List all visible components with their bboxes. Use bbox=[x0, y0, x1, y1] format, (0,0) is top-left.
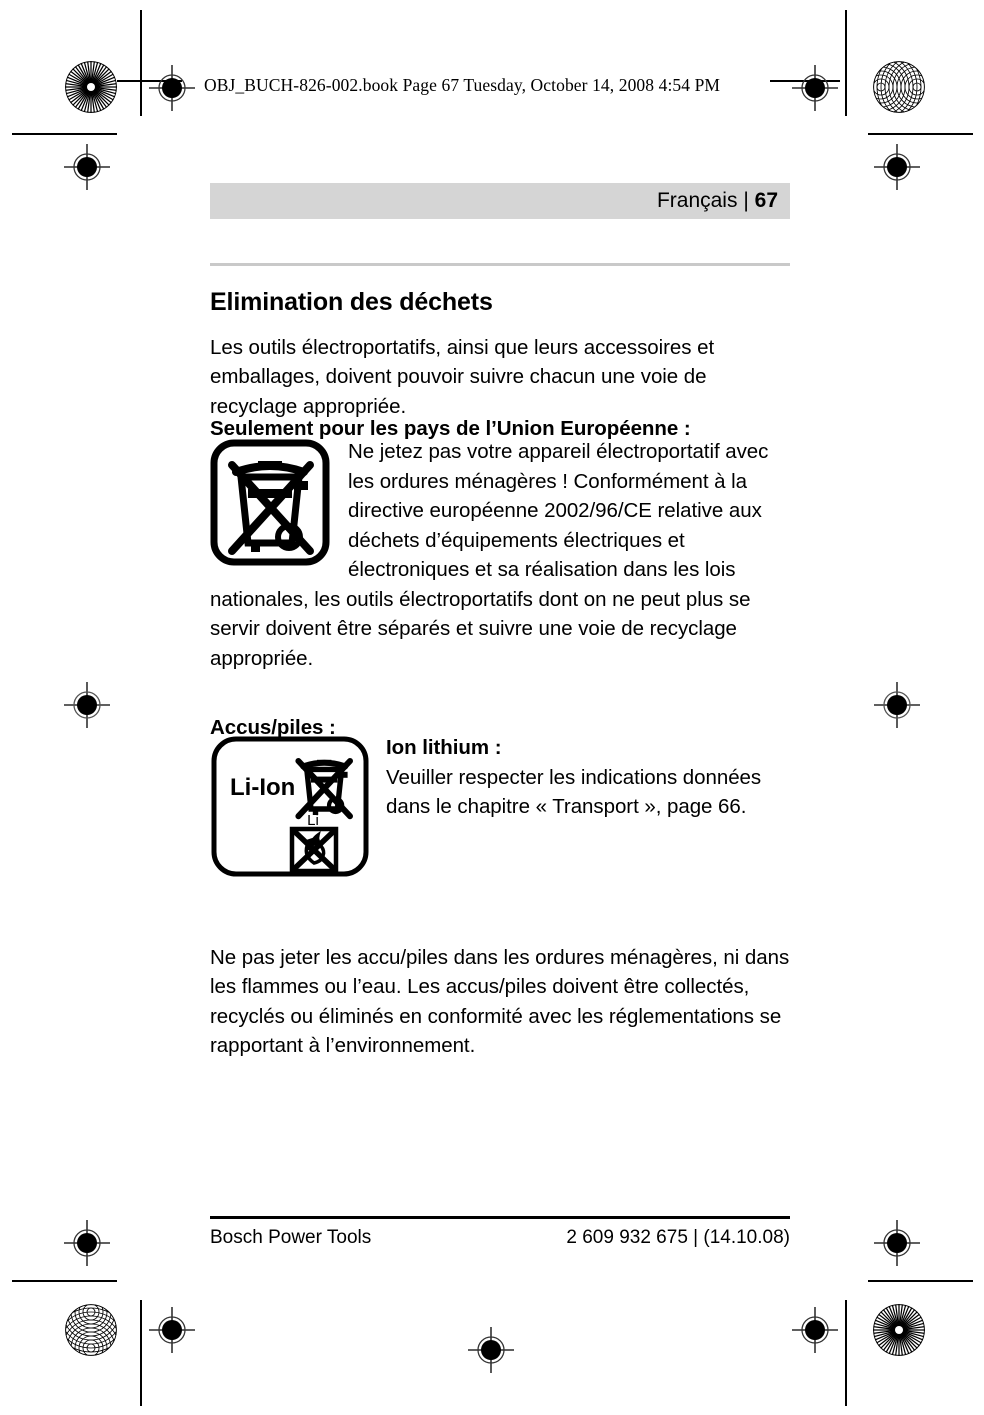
registration-mark-lower-right-inner bbox=[874, 1220, 920, 1266]
page-footer bbox=[210, 1227, 790, 1249]
eu-subheading: Seulement pour les pays de l’Union Européenne : bbox=[210, 416, 691, 440]
batteries-subheading: Accus/piles : bbox=[210, 715, 336, 739]
crop-line-bottom-left bbox=[140, 1300, 142, 1406]
language-label: Français bbox=[656, 189, 738, 212]
crop-line-bottom-right bbox=[845, 1300, 847, 1406]
star-target-bottom-right bbox=[873, 1304, 925, 1356]
header-band-label bbox=[657, 189, 778, 213]
registration-mark-bottom-left bbox=[149, 1307, 195, 1353]
crop-line-left-top bbox=[12, 133, 117, 135]
liion-figure-block bbox=[210, 733, 790, 887]
page-number: 67 bbox=[754, 189, 778, 212]
closing-paragraph: Ne pas jeter les accu/piles dans les ordures ménagères, ni dans les flammes ou l’eau. Les accus/piles doivent être collectés, recyclés ou éliminés en conformité avec les réglementations se rapportant à l’environnement. bbox=[210, 945, 790, 1057]
crop-line-right-bottom bbox=[868, 1280, 973, 1282]
registration-mark-mid-right bbox=[874, 682, 920, 728]
footer-left: Bosch Power Tools bbox=[210, 1227, 372, 1248]
registration-mark-top-left bbox=[149, 65, 195, 111]
liion-heading: Ion lithium : bbox=[386, 736, 502, 759]
page-title: Elimination des déchets bbox=[210, 287, 493, 316]
weee-bin-icon bbox=[210, 439, 330, 571]
liion-badge-label-text: Li-Ion bbox=[230, 774, 296, 801]
footer-right: 2 609 932 675 | (14.10.08) bbox=[566, 1227, 790, 1248]
crop-line-left-bottom bbox=[12, 1280, 117, 1282]
liion-disposal-icon bbox=[210, 735, 370, 883]
crop-line-right-top bbox=[868, 133, 973, 135]
moire-target-bottom-left bbox=[65, 1304, 117, 1356]
footer-rule bbox=[210, 1216, 790, 1219]
intro-paragraph: Les outils électroportatifs, ainsi que leurs accessoires et emballages, doivent pouvoir suivre chacun une voie de recyclage appropriée. bbox=[210, 335, 715, 418]
weee-figure-block bbox=[210, 437, 790, 673]
registration-mark-lower-left-inner bbox=[64, 1220, 110, 1266]
star-target-top-left bbox=[65, 61, 117, 113]
crop-line-top-left bbox=[140, 10, 142, 116]
liion-body-text: Veuiller respecter les indications données dans le chapitre « Transport », page 66. bbox=[386, 765, 762, 818]
moire-target-top-right bbox=[873, 61, 925, 113]
header-separator: | bbox=[743, 189, 749, 212]
registration-mark-upper-left-inner bbox=[64, 144, 110, 190]
weee-text: Ne jetez pas votre appareil électroportatif avec les ordures ménagères ! Conformément à la directive européenne 2002/96/CE relative aux déchets d’équipements électriques et électroniques et sa réalisation dans les lois nationales, les outils électroportatifs dont on ne peut plus se servir doivent être séparés et suivre une voie de recyclage appropriée. bbox=[210, 440, 769, 670]
registration-mark-upper-right-inner bbox=[874, 144, 920, 190]
page-header-band bbox=[210, 183, 790, 219]
crop-line-top-right bbox=[845, 10, 847, 116]
runhead-rule-left bbox=[117, 80, 182, 82]
page-content bbox=[210, 0, 790, 1415]
heading-top-rule bbox=[210, 263, 790, 266]
running-head: OBJ_BUCH-826-002.book Page 67 Tuesday, October 14, 2008 4:54 PM bbox=[204, 75, 721, 95]
liion-bin-label-text: Li bbox=[307, 812, 319, 829]
registration-mark-mid-left bbox=[64, 682, 110, 728]
registration-mark-bottom-right bbox=[792, 1307, 838, 1353]
